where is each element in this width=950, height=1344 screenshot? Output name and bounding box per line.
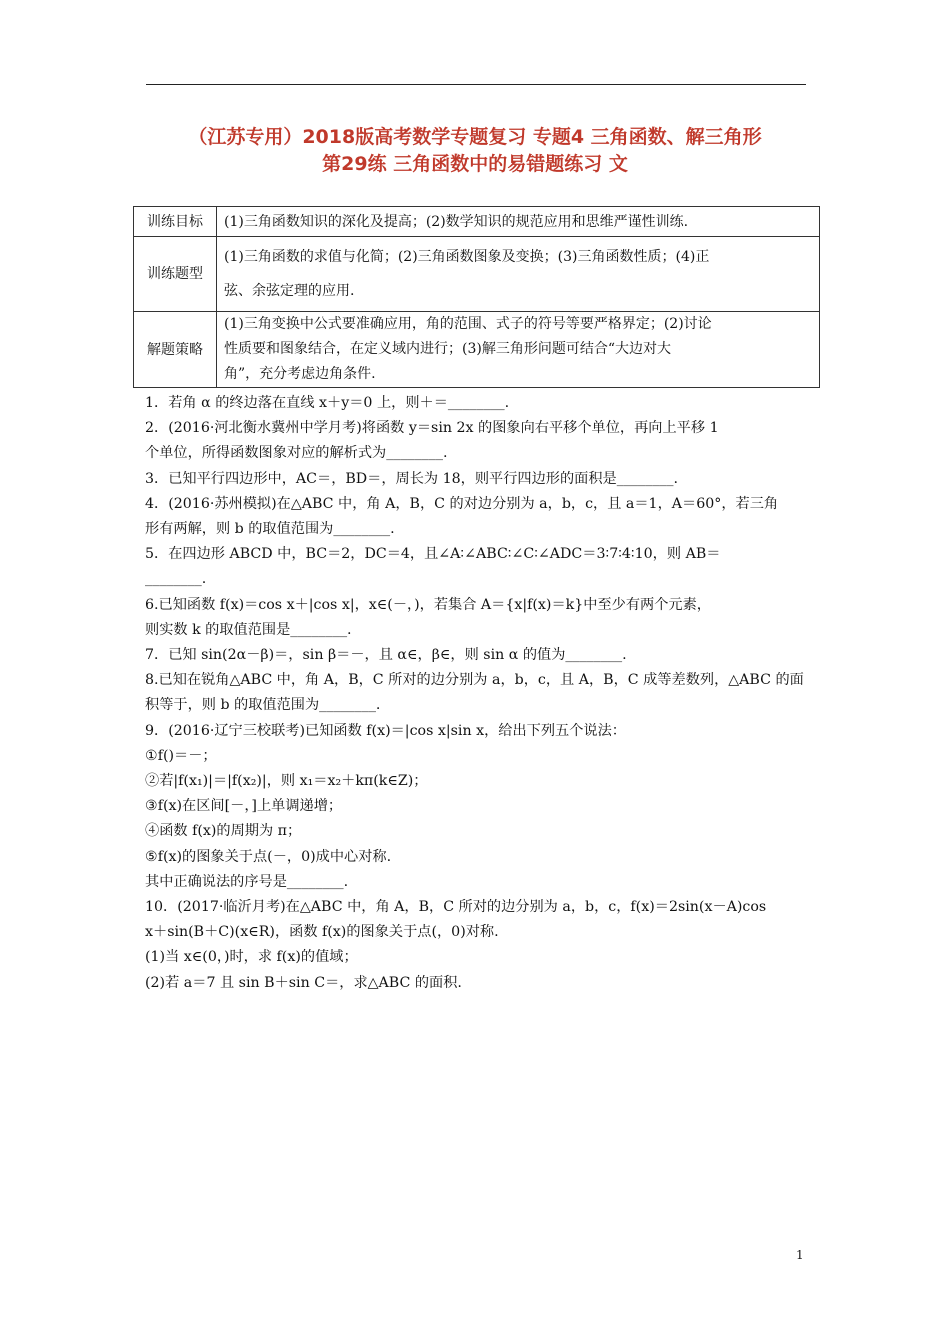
question-line: ②若|f(x₁)|＝|f(x₂)|，则 x₁＝x₂＋kπ(k∈Z)； bbox=[145, 773, 428, 790]
table-row bbox=[134, 312, 820, 388]
row-label: 训练目标 bbox=[134, 207, 217, 237]
question-line: (2)若 a＝7 且 sin B＋sin C＝，求△ABC 的面积. bbox=[145, 974, 462, 991]
row-label: 解题策略 bbox=[134, 312, 217, 388]
question-list bbox=[145, 391, 815, 996]
row-line: 弦、余弦定理的应用. bbox=[224, 283, 355, 299]
row-line: 性质要和图象结合，在定义域内进行；(3)解三角形问题可结合“大边对大 bbox=[224, 341, 671, 357]
question-line: 形有两解，则 b 的取值范围为________. bbox=[145, 521, 395, 538]
question-line: 3．已知平行四边形中，AC＝，BD＝，周长为 18，则平行四边形的面积是________. bbox=[145, 470, 679, 487]
question-line: x＋sin(B＋C)(x∈R)，函数 f(x)的图象关于点(，0)对称. bbox=[145, 924, 499, 941]
question-line: 8.已知在锐角△ABC 中，角 A，B，C 所对的边分别为 a，b，c，且 A，B，C 成等差数列，△ABC 的面 bbox=[145, 672, 804, 689]
training-table bbox=[133, 206, 820, 388]
question-line: (1)当 x∈(0，)时，求 f(x)的值域； bbox=[145, 949, 358, 966]
question-line: 其中正确说法的序号是________. bbox=[145, 873, 349, 890]
question-line: 2．(2016·河北衡水冀州中学月考)将函数 y＝sin 2x 的图象向右平移个单位，再向上平移 1 bbox=[145, 420, 719, 437]
row-line: 角”，充分考虑边角条件. bbox=[224, 366, 376, 382]
row-line: (1)三角变换中公式要准确应用，角的范围、式子的符号等要严格界定；(2)讨论 bbox=[224, 316, 712, 332]
top-rule bbox=[146, 84, 806, 85]
question-line: 6.已知函数 f(x)＝cos x＋|cos x|，x∈(－，)，若集合 A＝{x|f(x)＝k}中至少有两个元素， bbox=[145, 596, 711, 613]
question-line: ④函数 f(x)的周期为 π； bbox=[145, 823, 302, 840]
question-line: 4．(2016·苏州模拟)在△ABC 中，角 A，B，C 的对边分别为 a，b，c，且 a＝1，A＝60°，若三角 bbox=[145, 495, 779, 512]
question-line: ①f()＝－； bbox=[145, 747, 217, 764]
question-line: 则实数 k 的取值范围是________. bbox=[145, 621, 352, 638]
question-line: 1．若角 α 的终边落在直线 x＋y＝0 上，则＋＝________. bbox=[145, 395, 510, 411]
question-line: ________. bbox=[145, 571, 207, 588]
row-content bbox=[217, 237, 820, 312]
table-row bbox=[134, 237, 820, 312]
row-content bbox=[217, 207, 820, 237]
question-line: 个单位，所得函数图象对应的解析式为________. bbox=[145, 445, 448, 462]
document-title-line2: 第29练 三角函数中的易错题练习 文 bbox=[322, 153, 628, 175]
question-line: 9．(2016·辽宁三校联考)已知函数 f(x)＝|cos x|sin x，给出下列五个说法： bbox=[145, 722, 626, 739]
question-line: ⑤f(x)的图象关于点(－，0)成中心对称. bbox=[145, 848, 392, 865]
question-line: 7．已知 sin(2α－β)＝，sin β＝－，且 α∈，β∈，则 sin α 的值为________. bbox=[145, 647, 627, 664]
page-number: 1 bbox=[796, 1248, 804, 1262]
question-line: ③f(x)在区间[－，]上单调递增； bbox=[145, 798, 343, 815]
row-line: (1)三角函数的求值与化简；(2)三角函数图象及变换；(3)三角函数性质；(4)正 bbox=[224, 249, 710, 265]
question-line: 积等于，则 b 的取值范围为________. bbox=[145, 697, 381, 714]
question-line: 10．(2017·临沂月考)在△ABC 中，角 A，B，C 所对的边分别为 a，b，c，f(x)＝2sin(x－A)cos bbox=[145, 899, 767, 916]
row-content bbox=[217, 312, 820, 388]
row-line: (1)三角函数知识的深化及提高；(2)数学知识的规范应用和思维严谨性训练. bbox=[224, 213, 689, 230]
table-row bbox=[134, 207, 820, 237]
row-label: 训练题型 bbox=[134, 237, 217, 312]
question-line: 5．在四边形 ABCD 中，BC＝2，DC＝4，且∠A∶∠ABC∶∠C∶∠ADC＝3∶7∶4∶10，则 AB＝ bbox=[145, 546, 721, 563]
document-title-line1: （江苏专用）2018版高考数学专题复习 专题4 三角函数、解三角形 bbox=[188, 126, 762, 148]
